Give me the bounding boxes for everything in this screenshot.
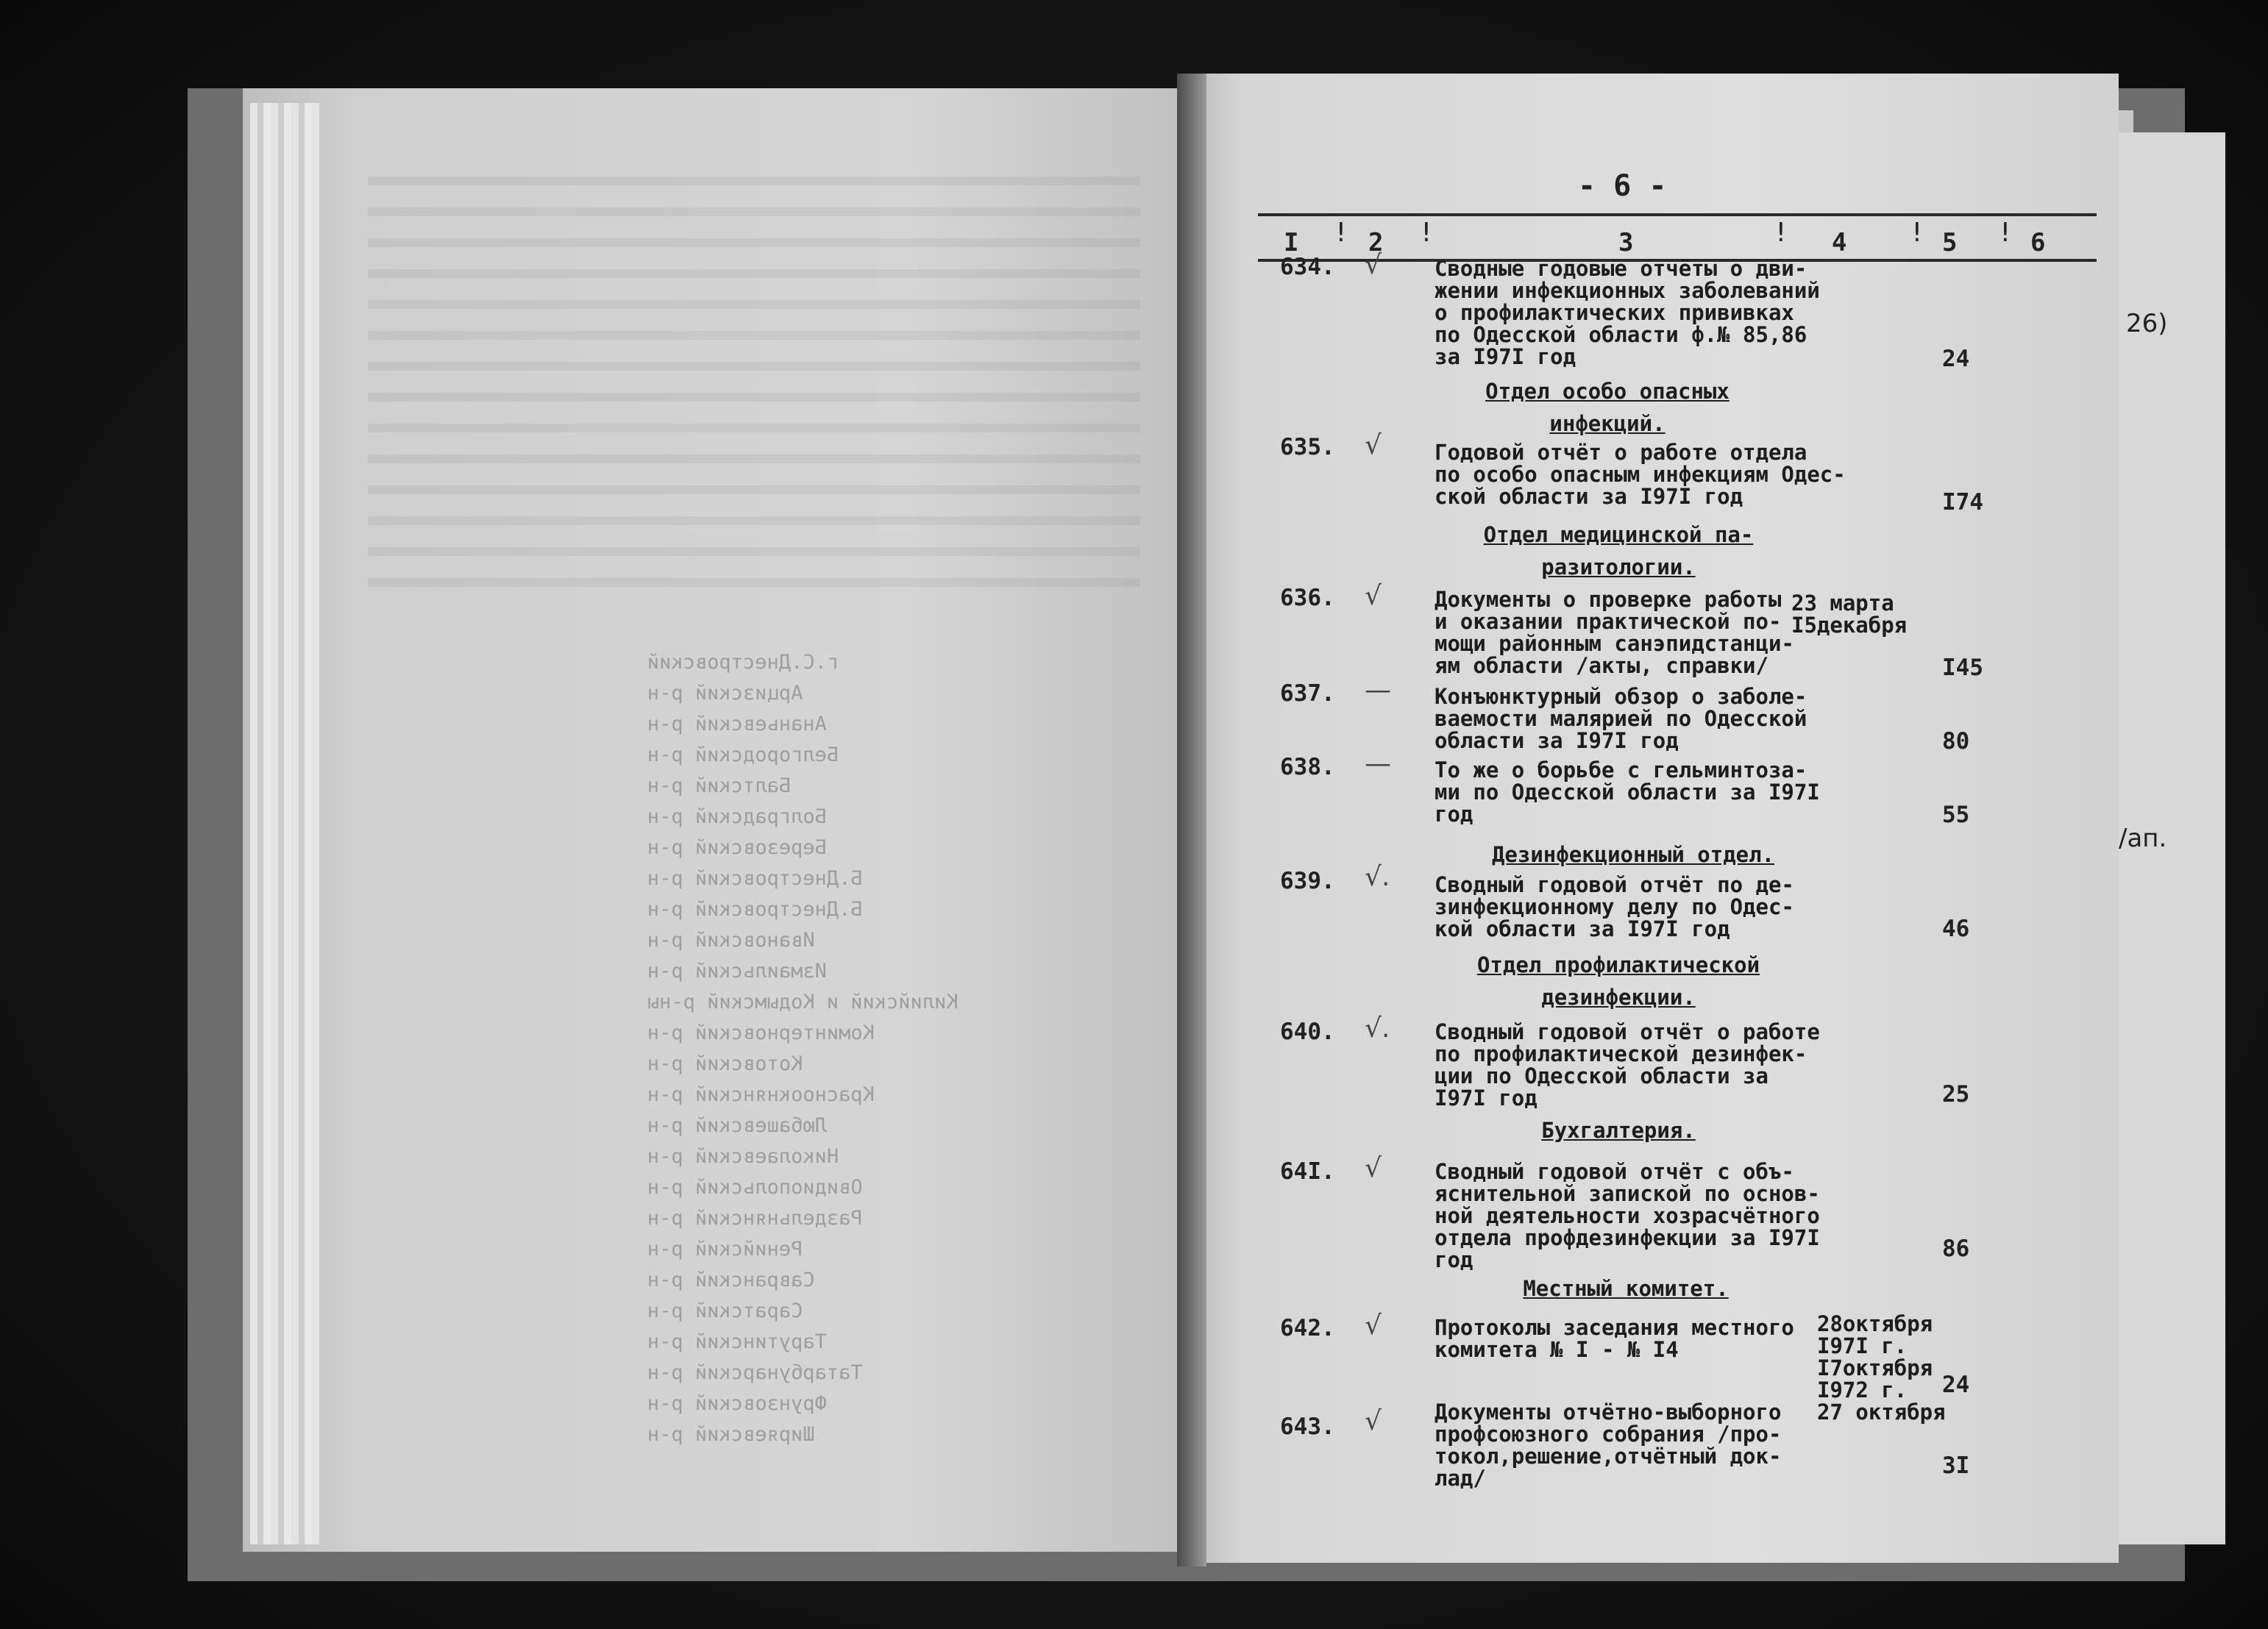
check-mark: √ (1365, 250, 1382, 280)
entry-count: 46 (1942, 916, 1970, 942)
header-rule-top (1258, 213, 2097, 216)
margin-note: 26) (2126, 309, 2168, 338)
entry-number: 638. (1280, 754, 1335, 780)
entry-dates: 28октября I97I г. I7октября I972 г. 27 октября (1817, 1311, 1946, 1425)
section-heading: Отдел особо опасных инфекций. (1485, 379, 1730, 436)
bleed-line: Любашевский р-н (647, 1114, 827, 1137)
section-heading: Отдел медицинской па- разитологии. (1483, 522, 1754, 580)
check-mark: √ (1365, 430, 1382, 460)
bleed-line: Ивановский р-н (647, 929, 815, 952)
entry-text: Протоколы заседания местного комитета № I - № I4 (1435, 1315, 1794, 1362)
entry-count: 25 (1942, 1081, 1970, 1108)
col-header-2: 2 (1368, 228, 1384, 257)
col-sep: ! (1997, 218, 2013, 248)
entry-count: 24 (1942, 1372, 1970, 1398)
entry-number: 640. (1280, 1019, 1335, 1045)
entry-number: 64I. (1280, 1158, 1335, 1185)
bleed-line: Б.Днестровский р-н (647, 898, 863, 921)
bleed-line: Татарбунарский р-н (647, 1361, 863, 1384)
entry-number: 642. (1280, 1315, 1335, 1341)
entry-count: 24 (1942, 346, 1970, 372)
bleed-line: Раздельнянский р-н (647, 1207, 863, 1230)
entry-count: 3I (1942, 1452, 1970, 1479)
check-mark: √ (1365, 1406, 1382, 1436)
section-heading: Дезинфекционный отдел. (1491, 842, 1775, 867)
entry-count: I74 (1942, 489, 1983, 516)
entry-dates: 23 марта I5декабря (1791, 591, 1908, 638)
entry-number: 635. (1280, 434, 1335, 460)
entry-count: I45 (1942, 655, 1983, 681)
bleed-line: Б.Днестровский р-н (647, 867, 863, 890)
entry-text: Документы отчётно-выборного профсоюзного собрания /про- токол,решение,отчётный док- лад/ (1435, 1400, 1782, 1491)
margin-note: /ап. (2119, 824, 2167, 853)
check-mark: √. (1365, 862, 1390, 892)
entry-text: Сводный годовой отчёт о работе по профилактической дезинфек- ции по Одесской области за I97I год (1435, 1019, 1820, 1111)
col-sep: ! (1418, 218, 1435, 248)
bleed-line: Ананьевский р-н (647, 713, 827, 735)
col-header-6: 6 (2030, 228, 2046, 257)
bleed-line: г.С.Днестровский (647, 651, 839, 674)
check-mark: √ (1365, 1311, 1382, 1341)
check-mark: √ (1365, 581, 1382, 611)
check-mark: √. (1365, 1013, 1390, 1044)
entry-number: 639. (1280, 868, 1335, 894)
check-mark: √ (1365, 1153, 1382, 1183)
entry-number: 643. (1280, 1414, 1335, 1440)
bleed-line: Арцизский р-н (647, 682, 803, 705)
bleed-line: Красноокнянский р-н (647, 1083, 875, 1106)
entry-number: 636. (1280, 585, 1335, 611)
col-header-3: 3 (1618, 228, 1634, 257)
col-sep: ! (1773, 218, 1789, 248)
entry-number: 634. (1280, 254, 1335, 280)
entry-text: То же о борьбе с гельминтоза- ми по Одесской области за I97I год (1435, 758, 1820, 827)
entry-text: Конъюнктурный обзор о заболе- ваемости малярией по Одесской области за I97I год (1435, 684, 1807, 753)
col-header-5: 5 (1942, 228, 1958, 257)
col-header-1: I (1284, 228, 1299, 257)
entry-count: 55 (1942, 802, 1970, 828)
col-sep: ! (1333, 218, 1349, 248)
page-number: - 6 - (1578, 169, 1667, 203)
entry-text: Документы о проверке работы и оказании практической по- мощи районным санэпидстанци- ям области /акты, справки/ (1435, 587, 1794, 678)
bleed-line: Белгородский р-н (647, 744, 839, 766)
col-header-4: 4 (1832, 228, 1847, 257)
bleed-line: Николаевский р-н (647, 1145, 839, 1168)
section-heading: Бухгалтерия. (1541, 1118, 1696, 1143)
bleed-line: Килийский и Кодымский р-ны (647, 991, 959, 1013)
entry-number: 637. (1280, 680, 1335, 707)
entry-text: Сводные годовые отчёты о дви- жении инфекционных заболеваний о профилактических прививках по Одесской области ф.№ 85,86 за I97I год (1435, 256, 1820, 369)
bleed-line: Коминтерновский р-н (647, 1022, 875, 1044)
bleed-line: Ренийский р-н (647, 1238, 803, 1261)
left-page-bleed-block (368, 154, 1140, 596)
bleed-line: Тарутинский р-н (647, 1330, 827, 1353)
bleed-line: Фрунзовский р-н (647, 1392, 827, 1415)
entry-text: Сводный годовой отчёт с объ- яснительной запиской по основ- ной деятельности хозрасчётного отдела профдезинфекции за I97I год (1435, 1159, 1820, 1272)
bleed-line: Березовский р-н (647, 836, 827, 859)
page-edges (250, 103, 320, 1544)
left-page-bleed-text (647, 647, 1030, 1515)
bleed-line: Саратский р-н (647, 1300, 803, 1322)
section-heading: Местный комитет. (1523, 1276, 1729, 1301)
entry-count: 80 (1942, 728, 1970, 755)
bleed-line: Балтский р-н (647, 774, 792, 797)
bleed-line: Овидиопольский р-н (647, 1176, 863, 1199)
book-gutter (1177, 74, 1206, 1566)
bleed-line: Котовский р-н (647, 1052, 803, 1075)
check-mark: — (1365, 749, 1391, 779)
bleed-line: Измаильский р-н (647, 960, 827, 983)
check-mark: — (1365, 675, 1391, 705)
entry-text: Сводный годовой отчёт по де- зинфекционному делу по Одес- кой области за I97I год (1435, 872, 1794, 941)
entry-count: 86 (1942, 1236, 1970, 1262)
bleed-line: Савранский р-н (647, 1269, 815, 1291)
bleed-line: Ширяевский р-н (647, 1423, 815, 1446)
section-heading: Отдел профилактической дезинфекции. (1476, 952, 1760, 1010)
entry-text: Годовой отчёт о работе отдела по особо опасным инфекциям Одес- ской области за I97I год (1435, 440, 1846, 509)
col-sep: ! (1909, 218, 1925, 248)
bleed-line: Болградский р-н (647, 805, 827, 828)
